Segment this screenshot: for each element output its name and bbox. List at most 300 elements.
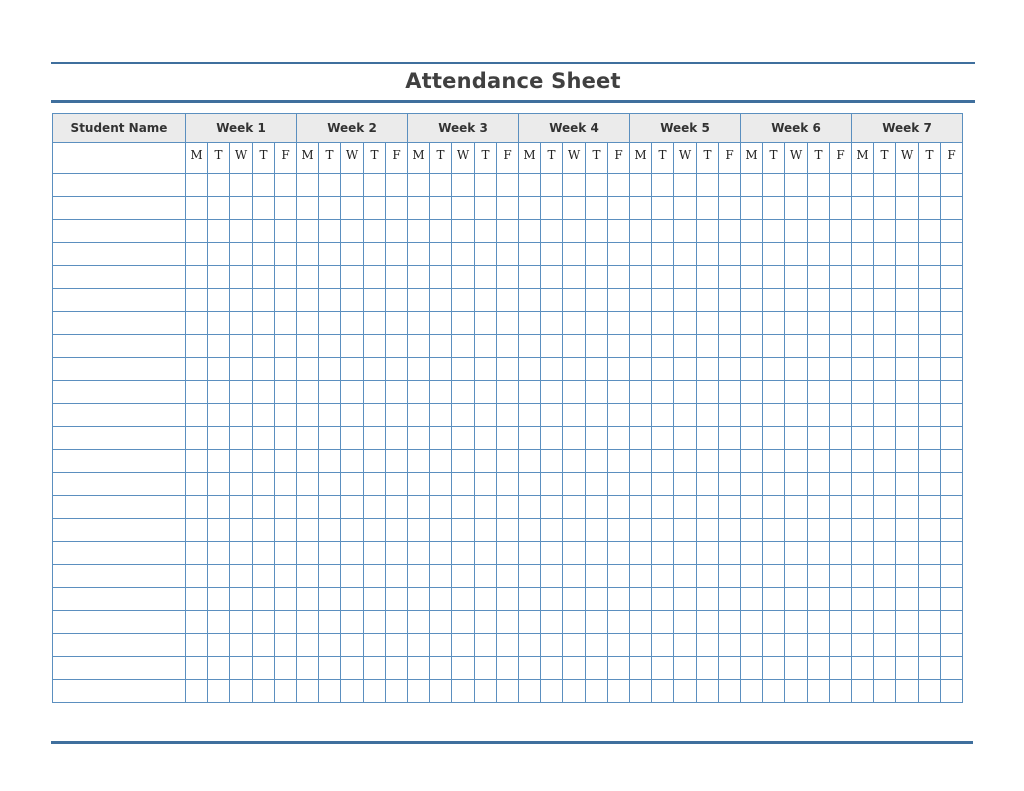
- attendance-cell[interactable]: [874, 450, 896, 473]
- attendance-cell[interactable]: [519, 358, 541, 381]
- attendance-cell[interactable]: [652, 565, 674, 588]
- attendance-cell[interactable]: [741, 174, 763, 197]
- attendance-cell[interactable]: [319, 473, 341, 496]
- attendance-cell[interactable]: [808, 473, 830, 496]
- attendance-cell[interactable]: [563, 427, 586, 450]
- attendance-cell[interactable]: [874, 657, 896, 680]
- attendance-cell[interactable]: [785, 335, 808, 358]
- attendance-cell[interactable]: [186, 634, 208, 657]
- attendance-cell[interactable]: [430, 312, 452, 335]
- attendance-cell[interactable]: [386, 680, 408, 703]
- attendance-cell[interactable]: [519, 220, 541, 243]
- attendance-cell[interactable]: [253, 312, 275, 335]
- attendance-cell[interactable]: [608, 197, 630, 220]
- attendance-cell[interactable]: [563, 197, 586, 220]
- attendance-cell[interactable]: [697, 381, 719, 404]
- attendance-cell[interactable]: [830, 519, 852, 542]
- attendance-cell[interactable]: [741, 473, 763, 496]
- student-name-cell[interactable]: [53, 542, 186, 565]
- attendance-cell[interactable]: [808, 289, 830, 312]
- attendance-cell[interactable]: [341, 634, 364, 657]
- attendance-cell[interactable]: [253, 611, 275, 634]
- attendance-cell[interactable]: [763, 381, 785, 404]
- attendance-cell[interactable]: [253, 197, 275, 220]
- attendance-cell[interactable]: [364, 335, 386, 358]
- attendance-cell[interactable]: [785, 358, 808, 381]
- attendance-cell[interactable]: [541, 565, 563, 588]
- attendance-cell[interactable]: [452, 335, 475, 358]
- attendance-cell[interactable]: [186, 220, 208, 243]
- attendance-cell[interactable]: [497, 427, 519, 450]
- attendance-cell[interactable]: [497, 312, 519, 335]
- attendance-cell[interactable]: [674, 657, 697, 680]
- attendance-cell[interactable]: [341, 404, 364, 427]
- attendance-cell[interactable]: [674, 588, 697, 611]
- attendance-cell[interactable]: [941, 404, 963, 427]
- attendance-cell[interactable]: [852, 634, 874, 657]
- student-name-cell[interactable]: [53, 565, 186, 588]
- attendance-cell[interactable]: [741, 611, 763, 634]
- attendance-cell[interactable]: [386, 634, 408, 657]
- attendance-cell[interactable]: [563, 289, 586, 312]
- attendance-cell[interactable]: [519, 450, 541, 473]
- attendance-cell[interactable]: [319, 312, 341, 335]
- attendance-cell[interactable]: [364, 496, 386, 519]
- attendance-cell[interactable]: [230, 335, 253, 358]
- attendance-cell[interactable]: [630, 611, 652, 634]
- attendance-cell[interactable]: [364, 565, 386, 588]
- attendance-cell[interactable]: [519, 335, 541, 358]
- attendance-cell[interactable]: [208, 174, 230, 197]
- attendance-cell[interactable]: [364, 473, 386, 496]
- attendance-cell[interactable]: [919, 335, 941, 358]
- attendance-cell[interactable]: [808, 519, 830, 542]
- attendance-cell[interactable]: [275, 450, 297, 473]
- attendance-cell[interactable]: [230, 358, 253, 381]
- attendance-cell[interactable]: [275, 358, 297, 381]
- attendance-cell[interactable]: [319, 519, 341, 542]
- attendance-cell[interactable]: [408, 496, 430, 519]
- attendance-cell[interactable]: [763, 404, 785, 427]
- attendance-cell[interactable]: [763, 473, 785, 496]
- attendance-cell[interactable]: [808, 634, 830, 657]
- attendance-cell[interactable]: [297, 519, 319, 542]
- attendance-cell[interactable]: [452, 174, 475, 197]
- attendance-cell[interactable]: [341, 450, 364, 473]
- attendance-cell[interactable]: [719, 427, 741, 450]
- attendance-cell[interactable]: [208, 358, 230, 381]
- attendance-cell[interactable]: [741, 312, 763, 335]
- attendance-cell[interactable]: [497, 565, 519, 588]
- attendance-cell[interactable]: [230, 404, 253, 427]
- attendance-cell[interactable]: [697, 404, 719, 427]
- attendance-cell[interactable]: [586, 588, 608, 611]
- attendance-cell[interactable]: [941, 657, 963, 680]
- attendance-cell[interactable]: [919, 220, 941, 243]
- attendance-cell[interactable]: [519, 565, 541, 588]
- attendance-cell[interactable]: [874, 542, 896, 565]
- attendance-cell[interactable]: [785, 289, 808, 312]
- attendance-cell[interactable]: [408, 680, 430, 703]
- student-name-cell[interactable]: [53, 197, 186, 220]
- attendance-cell[interactable]: [652, 289, 674, 312]
- attendance-cell[interactable]: [874, 289, 896, 312]
- attendance-cell[interactable]: [808, 657, 830, 680]
- attendance-cell[interactable]: [941, 381, 963, 404]
- attendance-cell[interactable]: [674, 680, 697, 703]
- attendance-cell[interactable]: [386, 220, 408, 243]
- attendance-cell[interactable]: [697, 473, 719, 496]
- attendance-cell[interactable]: [541, 542, 563, 565]
- attendance-cell[interactable]: [319, 542, 341, 565]
- attendance-cell[interactable]: [630, 680, 652, 703]
- attendance-cell[interactable]: [186, 450, 208, 473]
- attendance-cell[interactable]: [541, 634, 563, 657]
- attendance-cell[interactable]: [341, 266, 364, 289]
- attendance-cell[interactable]: [563, 312, 586, 335]
- attendance-cell[interactable]: [364, 289, 386, 312]
- attendance-cell[interactable]: [830, 680, 852, 703]
- attendance-cell[interactable]: [919, 496, 941, 519]
- attendance-cell[interactable]: [630, 197, 652, 220]
- attendance-cell[interactable]: [719, 473, 741, 496]
- attendance-cell[interactable]: [475, 473, 497, 496]
- attendance-cell[interactable]: [630, 266, 652, 289]
- attendance-cell[interactable]: [253, 220, 275, 243]
- attendance-cell[interactable]: [874, 381, 896, 404]
- attendance-cell[interactable]: [919, 174, 941, 197]
- attendance-cell[interactable]: [519, 243, 541, 266]
- attendance-cell[interactable]: [830, 174, 852, 197]
- attendance-cell[interactable]: [497, 243, 519, 266]
- attendance-cell[interactable]: [719, 680, 741, 703]
- attendance-cell[interactable]: [852, 565, 874, 588]
- attendance-cell[interactable]: [719, 289, 741, 312]
- attendance-cell[interactable]: [785, 450, 808, 473]
- attendance-cell[interactable]: [364, 312, 386, 335]
- attendance-cell[interactable]: [386, 312, 408, 335]
- attendance-cell[interactable]: [785, 243, 808, 266]
- attendance-cell[interactable]: [808, 450, 830, 473]
- attendance-cell[interactable]: [852, 680, 874, 703]
- attendance-cell[interactable]: [519, 404, 541, 427]
- attendance-cell[interactable]: [364, 404, 386, 427]
- attendance-cell[interactable]: [519, 611, 541, 634]
- attendance-cell[interactable]: [230, 450, 253, 473]
- attendance-cell[interactable]: [275, 381, 297, 404]
- attendance-cell[interactable]: [364, 680, 386, 703]
- attendance-cell[interactable]: [830, 450, 852, 473]
- attendance-cell[interactable]: [719, 519, 741, 542]
- attendance-cell[interactable]: [830, 634, 852, 657]
- attendance-cell[interactable]: [763, 519, 785, 542]
- attendance-cell[interactable]: [919, 542, 941, 565]
- attendance-cell[interactable]: [208, 312, 230, 335]
- attendance-cell[interactable]: [475, 358, 497, 381]
- attendance-cell[interactable]: [208, 634, 230, 657]
- attendance-cell[interactable]: [297, 496, 319, 519]
- attendance-cell[interactable]: [874, 404, 896, 427]
- attendance-cell[interactable]: [364, 243, 386, 266]
- attendance-cell[interactable]: [452, 358, 475, 381]
- attendance-cell[interactable]: [763, 289, 785, 312]
- attendance-cell[interactable]: [452, 634, 475, 657]
- attendance-cell[interactable]: [630, 588, 652, 611]
- attendance-cell[interactable]: [475, 404, 497, 427]
- attendance-cell[interactable]: [386, 450, 408, 473]
- attendance-cell[interactable]: [386, 427, 408, 450]
- attendance-cell[interactable]: [475, 611, 497, 634]
- attendance-cell[interactable]: [586, 680, 608, 703]
- attendance-cell[interactable]: [297, 381, 319, 404]
- attendance-cell[interactable]: [408, 197, 430, 220]
- attendance-cell[interactable]: [630, 634, 652, 657]
- attendance-cell[interactable]: [697, 611, 719, 634]
- attendance-cell[interactable]: [741, 266, 763, 289]
- attendance-cell[interactable]: [452, 266, 475, 289]
- attendance-cell[interactable]: [608, 519, 630, 542]
- attendance-cell[interactable]: [408, 358, 430, 381]
- attendance-cell[interactable]: [475, 220, 497, 243]
- attendance-cell[interactable]: [230, 496, 253, 519]
- attendance-cell[interactable]: [230, 174, 253, 197]
- attendance-cell[interactable]: [497, 404, 519, 427]
- attendance-cell[interactable]: [719, 542, 741, 565]
- student-name-cell[interactable]: [53, 266, 186, 289]
- attendance-cell[interactable]: [186, 519, 208, 542]
- attendance-cell[interactable]: [919, 680, 941, 703]
- student-name-cell[interactable]: [53, 404, 186, 427]
- attendance-cell[interactable]: [563, 220, 586, 243]
- attendance-cell[interactable]: [319, 358, 341, 381]
- attendance-cell[interactable]: [630, 657, 652, 680]
- attendance-cell[interactable]: [697, 450, 719, 473]
- attendance-cell[interactable]: [586, 174, 608, 197]
- attendance-cell[interactable]: [785, 680, 808, 703]
- attendance-cell[interactable]: [408, 657, 430, 680]
- attendance-cell[interactable]: [830, 588, 852, 611]
- attendance-cell[interactable]: [208, 197, 230, 220]
- attendance-cell[interactable]: [230, 243, 253, 266]
- attendance-cell[interactable]: [541, 381, 563, 404]
- attendance-cell[interactable]: [452, 289, 475, 312]
- attendance-cell[interactable]: [519, 657, 541, 680]
- attendance-cell[interactable]: [741, 680, 763, 703]
- attendance-cell[interactable]: [253, 427, 275, 450]
- attendance-cell[interactable]: [941, 220, 963, 243]
- attendance-cell[interactable]: [608, 220, 630, 243]
- attendance-cell[interactable]: [919, 611, 941, 634]
- attendance-cell[interactable]: [519, 588, 541, 611]
- attendance-cell[interactable]: [697, 358, 719, 381]
- attendance-cell[interactable]: [719, 381, 741, 404]
- attendance-cell[interactable]: [519, 634, 541, 657]
- attendance-cell[interactable]: [186, 312, 208, 335]
- attendance-cell[interactable]: [430, 358, 452, 381]
- student-name-cell[interactable]: [53, 174, 186, 197]
- attendance-cell[interactable]: [896, 243, 919, 266]
- attendance-cell[interactable]: [563, 450, 586, 473]
- attendance-cell[interactable]: [808, 312, 830, 335]
- attendance-cell[interactable]: [475, 427, 497, 450]
- attendance-cell[interactable]: [452, 588, 475, 611]
- attendance-cell[interactable]: [941, 450, 963, 473]
- attendance-cell[interactable]: [919, 427, 941, 450]
- attendance-cell[interactable]: [941, 197, 963, 220]
- attendance-cell[interactable]: [652, 588, 674, 611]
- attendance-cell[interactable]: [341, 680, 364, 703]
- attendance-cell[interactable]: [475, 381, 497, 404]
- attendance-cell[interactable]: [430, 289, 452, 312]
- attendance-cell[interactable]: [785, 588, 808, 611]
- attendance-cell[interactable]: [874, 588, 896, 611]
- attendance-cell[interactable]: [741, 450, 763, 473]
- attendance-cell[interactable]: [741, 220, 763, 243]
- attendance-cell[interactable]: [586, 473, 608, 496]
- attendance-cell[interactable]: [919, 450, 941, 473]
- attendance-cell[interactable]: [319, 565, 341, 588]
- attendance-cell[interactable]: [630, 565, 652, 588]
- attendance-cell[interactable]: [852, 197, 874, 220]
- attendance-cell[interactable]: [763, 427, 785, 450]
- attendance-cell[interactable]: [430, 197, 452, 220]
- attendance-cell[interactable]: [563, 657, 586, 680]
- student-name-cell[interactable]: [53, 519, 186, 542]
- attendance-cell[interactable]: [674, 404, 697, 427]
- attendance-cell[interactable]: [674, 312, 697, 335]
- attendance-cell[interactable]: [808, 197, 830, 220]
- attendance-cell[interactable]: [874, 496, 896, 519]
- attendance-cell[interactable]: [896, 473, 919, 496]
- attendance-cell[interactable]: [253, 473, 275, 496]
- attendance-cell[interactable]: [874, 358, 896, 381]
- attendance-cell[interactable]: [475, 197, 497, 220]
- attendance-cell[interactable]: [253, 266, 275, 289]
- attendance-cell[interactable]: [275, 680, 297, 703]
- attendance-cell[interactable]: [475, 289, 497, 312]
- attendance-cell[interactable]: [741, 496, 763, 519]
- attendance-cell[interactable]: [364, 542, 386, 565]
- attendance-cell[interactable]: [386, 243, 408, 266]
- attendance-cell[interactable]: [896, 312, 919, 335]
- attendance-cell[interactable]: [541, 174, 563, 197]
- attendance-cell[interactable]: [386, 358, 408, 381]
- attendance-cell[interactable]: [452, 220, 475, 243]
- attendance-cell[interactable]: [941, 427, 963, 450]
- attendance-cell[interactable]: [785, 174, 808, 197]
- attendance-cell[interactable]: [630, 243, 652, 266]
- attendance-cell[interactable]: [386, 611, 408, 634]
- attendance-cell[interactable]: [275, 611, 297, 634]
- attendance-cell[interactable]: [719, 657, 741, 680]
- attendance-cell[interactable]: [275, 404, 297, 427]
- attendance-cell[interactable]: [430, 611, 452, 634]
- attendance-cell[interactable]: [297, 588, 319, 611]
- attendance-cell[interactable]: [919, 565, 941, 588]
- attendance-cell[interactable]: [475, 519, 497, 542]
- attendance-cell[interactable]: [497, 197, 519, 220]
- attendance-cell[interactable]: [208, 588, 230, 611]
- attendance-cell[interactable]: [408, 243, 430, 266]
- attendance-cell[interactable]: [475, 680, 497, 703]
- attendance-cell[interactable]: [475, 588, 497, 611]
- attendance-cell[interactable]: [452, 404, 475, 427]
- attendance-cell[interactable]: [785, 312, 808, 335]
- attendance-cell[interactable]: [830, 404, 852, 427]
- attendance-cell[interactable]: [497, 588, 519, 611]
- attendance-cell[interactable]: [341, 473, 364, 496]
- attendance-cell[interactable]: [697, 243, 719, 266]
- attendance-cell[interactable]: [563, 588, 586, 611]
- attendance-cell[interactable]: [497, 657, 519, 680]
- attendance-cell[interactable]: [719, 266, 741, 289]
- attendance-cell[interactable]: [896, 197, 919, 220]
- attendance-cell[interactable]: [674, 358, 697, 381]
- student-name-cell[interactable]: [53, 450, 186, 473]
- attendance-cell[interactable]: [896, 174, 919, 197]
- attendance-cell[interactable]: [808, 266, 830, 289]
- attendance-cell[interactable]: [586, 404, 608, 427]
- attendance-cell[interactable]: [896, 266, 919, 289]
- attendance-cell[interactable]: [519, 197, 541, 220]
- attendance-cell[interactable]: [941, 634, 963, 657]
- attendance-cell[interactable]: [852, 335, 874, 358]
- attendance-cell[interactable]: [652, 496, 674, 519]
- attendance-cell[interactable]: [430, 519, 452, 542]
- attendance-cell[interactable]: [763, 634, 785, 657]
- attendance-cell[interactable]: [430, 266, 452, 289]
- attendance-cell[interactable]: [275, 588, 297, 611]
- attendance-cell[interactable]: [253, 634, 275, 657]
- attendance-cell[interactable]: [586, 427, 608, 450]
- attendance-cell[interactable]: [341, 335, 364, 358]
- attendance-cell[interactable]: [364, 634, 386, 657]
- attendance-cell[interactable]: [452, 312, 475, 335]
- attendance-cell[interactable]: [297, 611, 319, 634]
- attendance-cell[interactable]: [497, 542, 519, 565]
- attendance-cell[interactable]: [919, 381, 941, 404]
- attendance-cell[interactable]: [830, 312, 852, 335]
- attendance-cell[interactable]: [208, 243, 230, 266]
- attendance-cell[interactable]: [896, 519, 919, 542]
- attendance-cell[interactable]: [830, 220, 852, 243]
- attendance-cell[interactable]: [652, 404, 674, 427]
- attendance-cell[interactable]: [297, 634, 319, 657]
- attendance-cell[interactable]: [341, 197, 364, 220]
- attendance-cell[interactable]: [608, 266, 630, 289]
- attendance-cell[interactable]: [630, 358, 652, 381]
- attendance-cell[interactable]: [874, 611, 896, 634]
- attendance-cell[interactable]: [408, 404, 430, 427]
- attendance-cell[interactable]: [541, 335, 563, 358]
- attendance-cell[interactable]: [497, 519, 519, 542]
- attendance-cell[interactable]: [430, 335, 452, 358]
- attendance-cell[interactable]: [874, 680, 896, 703]
- attendance-cell[interactable]: [297, 335, 319, 358]
- attendance-cell[interactable]: [586, 243, 608, 266]
- attendance-cell[interactable]: [763, 450, 785, 473]
- attendance-cell[interactable]: [874, 312, 896, 335]
- attendance-cell[interactable]: [452, 243, 475, 266]
- attendance-cell[interactable]: [808, 358, 830, 381]
- attendance-cell[interactable]: [608, 680, 630, 703]
- attendance-cell[interactable]: [319, 174, 341, 197]
- attendance-cell[interactable]: [608, 289, 630, 312]
- attendance-cell[interactable]: [186, 496, 208, 519]
- attendance-cell[interactable]: [563, 496, 586, 519]
- attendance-cell[interactable]: [874, 220, 896, 243]
- attendance-cell[interactable]: [719, 312, 741, 335]
